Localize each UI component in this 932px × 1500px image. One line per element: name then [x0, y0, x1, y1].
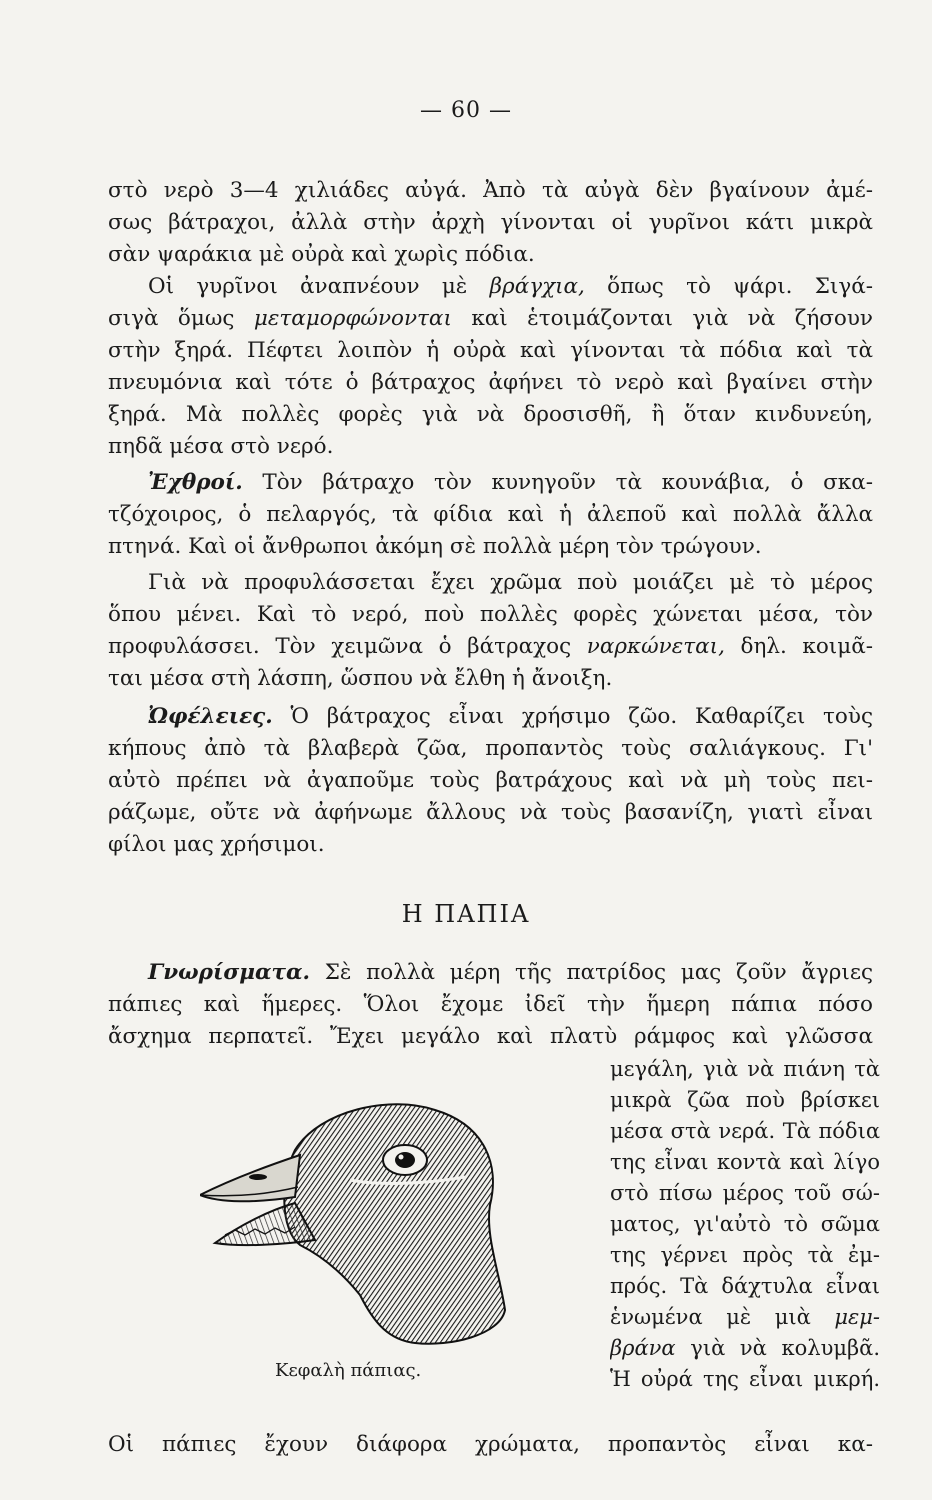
duck-head-illustration — [200, 1085, 540, 1355]
duck-nostril — [249, 1174, 267, 1180]
text-line: Ὠφέλειες. Ὁ βάτραχος εἶναι χρήσιμο ζῶο. Καθαρίζει τοὺς — [148, 704, 873, 729]
text-line: Γνωρίσματα. Σὲ πολλὰ μέρη τῆς πατρίδος μας ζοῦν ἄγριες — [148, 960, 873, 985]
text-line: ξηρά. Μὰ πολλὲς φορὲς γιὰ νὰ δροσισθῆ, ἢ ὅταν κινδυνεύη, — [108, 402, 873, 427]
text-line: Γιὰ νὰ προφυλάσσεται ἔχει χρῶμα ποὺ μοιάζει μὲ τὸ μέρος — [148, 570, 873, 595]
text-line: ὅπου μένει. Καὶ τὸ νερό, ποὺ πολλὲς φορὲς χώνεται μέσα, τὸν — [108, 602, 873, 627]
text-line: Οἱ πάπιες ἔχουν διάφορα χρώματα, προπαντὸς εἶναι κα- — [108, 1432, 873, 1457]
text-line: τζόχοιρος, ὁ πελαργός, τὰ φίδια καὶ ἡ ἀλεποῦ καὶ πολλὰ ἄλλα — [108, 502, 873, 527]
duck-head-drawing — [200, 1085, 540, 1355]
side-text-line: στὸ πίσω μέρος τοῦ σώ- — [610, 1181, 880, 1205]
section-title-duck: Η ΠΑΠΙΑ — [401, 900, 531, 928]
text-line: ἄσχημα περπατεῖ. Ἔχει μεγάλο καὶ πλατὺ ράμφος καὶ γλῶσσα — [108, 1024, 873, 1049]
text-line: κήπους ἀπὸ τὰ βλαβερὰ ζῶα, προπαντὸς τοὺς σαλιάγκους. Γι' — [108, 736, 873, 761]
side-text-line: της γέρνει πρὸς τὰ ἐμ- — [610, 1243, 880, 1267]
side-text-line: μεγάλη, γιὰ νὰ πιάνη τὰ — [610, 1057, 880, 1081]
text-line: σως βάτραχοι, ἀλλὰ στὴν ἀρχὴ γίνονται οἱ γυρῖνοι κάτι μικρὰ — [108, 210, 873, 235]
text-line: ράζωμε, οὔτε νὰ ἀφήνωμε ἄλλους νὰ τοὺς βασανίζη, γιατὶ εἶναι — [108, 800, 873, 825]
figure-caption: Κεφαλὴ πάπιας. — [275, 1360, 422, 1381]
text-line: πηδᾶ μέσα στὸ νερό. — [108, 434, 334, 459]
heading-characteristics: Γνωρίσματα. — [148, 960, 310, 985]
text-line: Ἐχθροί. Τὸν βάτραχο τὸν κυνηγοῦν τὰ κουνάβια, ὁ σκα- — [148, 470, 873, 495]
side-text-line: μικρὰ ζῶα ποὺ βρίσκει — [610, 1088, 880, 1112]
side-text-line: Ἡ οὐρά της εἶναι μικρή. — [610, 1367, 880, 1391]
side-text-line: ματος, γι'αὐτὸ τὸ σῶμα — [610, 1212, 880, 1236]
side-text-line: βράνα γιὰ νὰ κολυμβᾶ. — [610, 1336, 880, 1360]
heading-benefits: Ὠφέλειες. — [148, 704, 273, 729]
duck-head-shape — [284, 1104, 505, 1343]
side-text-line: μέσα στὰ νερά. Τὰ πόδια — [610, 1119, 880, 1143]
term-metamorphose: μεταμορφώνονται — [253, 306, 452, 331]
side-text-line: της εἶναι κοντὰ καὶ λίγο — [610, 1150, 880, 1174]
text-line: πνευμόνια καὶ τότε ὁ βάτραχος ἀφήνει τὸ νερὸ καὶ βγαίνει στὴν — [108, 370, 873, 395]
term-membrane: βράνα — [610, 1336, 676, 1360]
page-number: — 60 — — [420, 98, 512, 123]
heading-enemies: Ἐχθροί. — [148, 470, 243, 495]
text-line: στὴν ξηρά. Πέφτει λοιπὸν ἡ οὐρὰ καὶ γίνονται τὰ πόδια καὶ τὰ — [108, 338, 873, 363]
term-hibernates: ναρκώνεται, — [586, 634, 725, 659]
side-text-line: ἑνωμένα μὲ μιὰ μεμ- — [610, 1305, 880, 1329]
term-gills: βράγχια, — [489, 274, 585, 299]
text-line: στὸ νερὸ 3—4 χιλιάδες αὐγά. Ἀπὸ τὰ αὐγὰ δὲν βγαίνουν ἀμέ- — [108, 178, 873, 203]
text-line: προφυλάσσει. Τὸν χειμῶνα ὁ βάτραχος ναρκώνεται, δηλ. κοιμᾶ- — [108, 634, 873, 659]
text-line: αὐτὸ πρέπει νὰ ἀγαποῦμε τοὺς βατράχους καὶ νὰ μὴ τοὺς πει- — [108, 768, 873, 793]
text-line: Οἱ γυρῖνοι ἀναπνέουν μὲ βράγχια, ὅπως τὸ ψάρι. Σιγά- — [148, 274, 873, 299]
text-line: πάπιες καὶ ἥμερες. Ὅλοι ἔχομε ἰδεῖ τὴν ἥμερη πάπια πόσο — [108, 992, 873, 1017]
side-text-line: πρός. Τὰ δάχτυλα εἶναι — [610, 1274, 880, 1298]
text-line: σιγὰ ὅμως μεταμορφώνονται καὶ ἑτοιμάζονται γιὰ νὰ ζήσουν — [108, 306, 873, 331]
text-line: φίλοι μας χρήσιμοι. — [108, 832, 325, 857]
text-line: ται μέσα στὴ λάσπη, ὥσπου νὰ ἔλθη ἡ ἄνοιξη. — [108, 666, 613, 691]
text-line: πτηνά. Καὶ οἱ ἄνθρωποι ἀκόμη σὲ πολλὰ μέρη τὸν τρώγουν. — [108, 534, 762, 559]
text-line: σὰν ψαράκια μὲ οὐρὰ καὶ χωρὶς πόδια. — [108, 242, 535, 267]
